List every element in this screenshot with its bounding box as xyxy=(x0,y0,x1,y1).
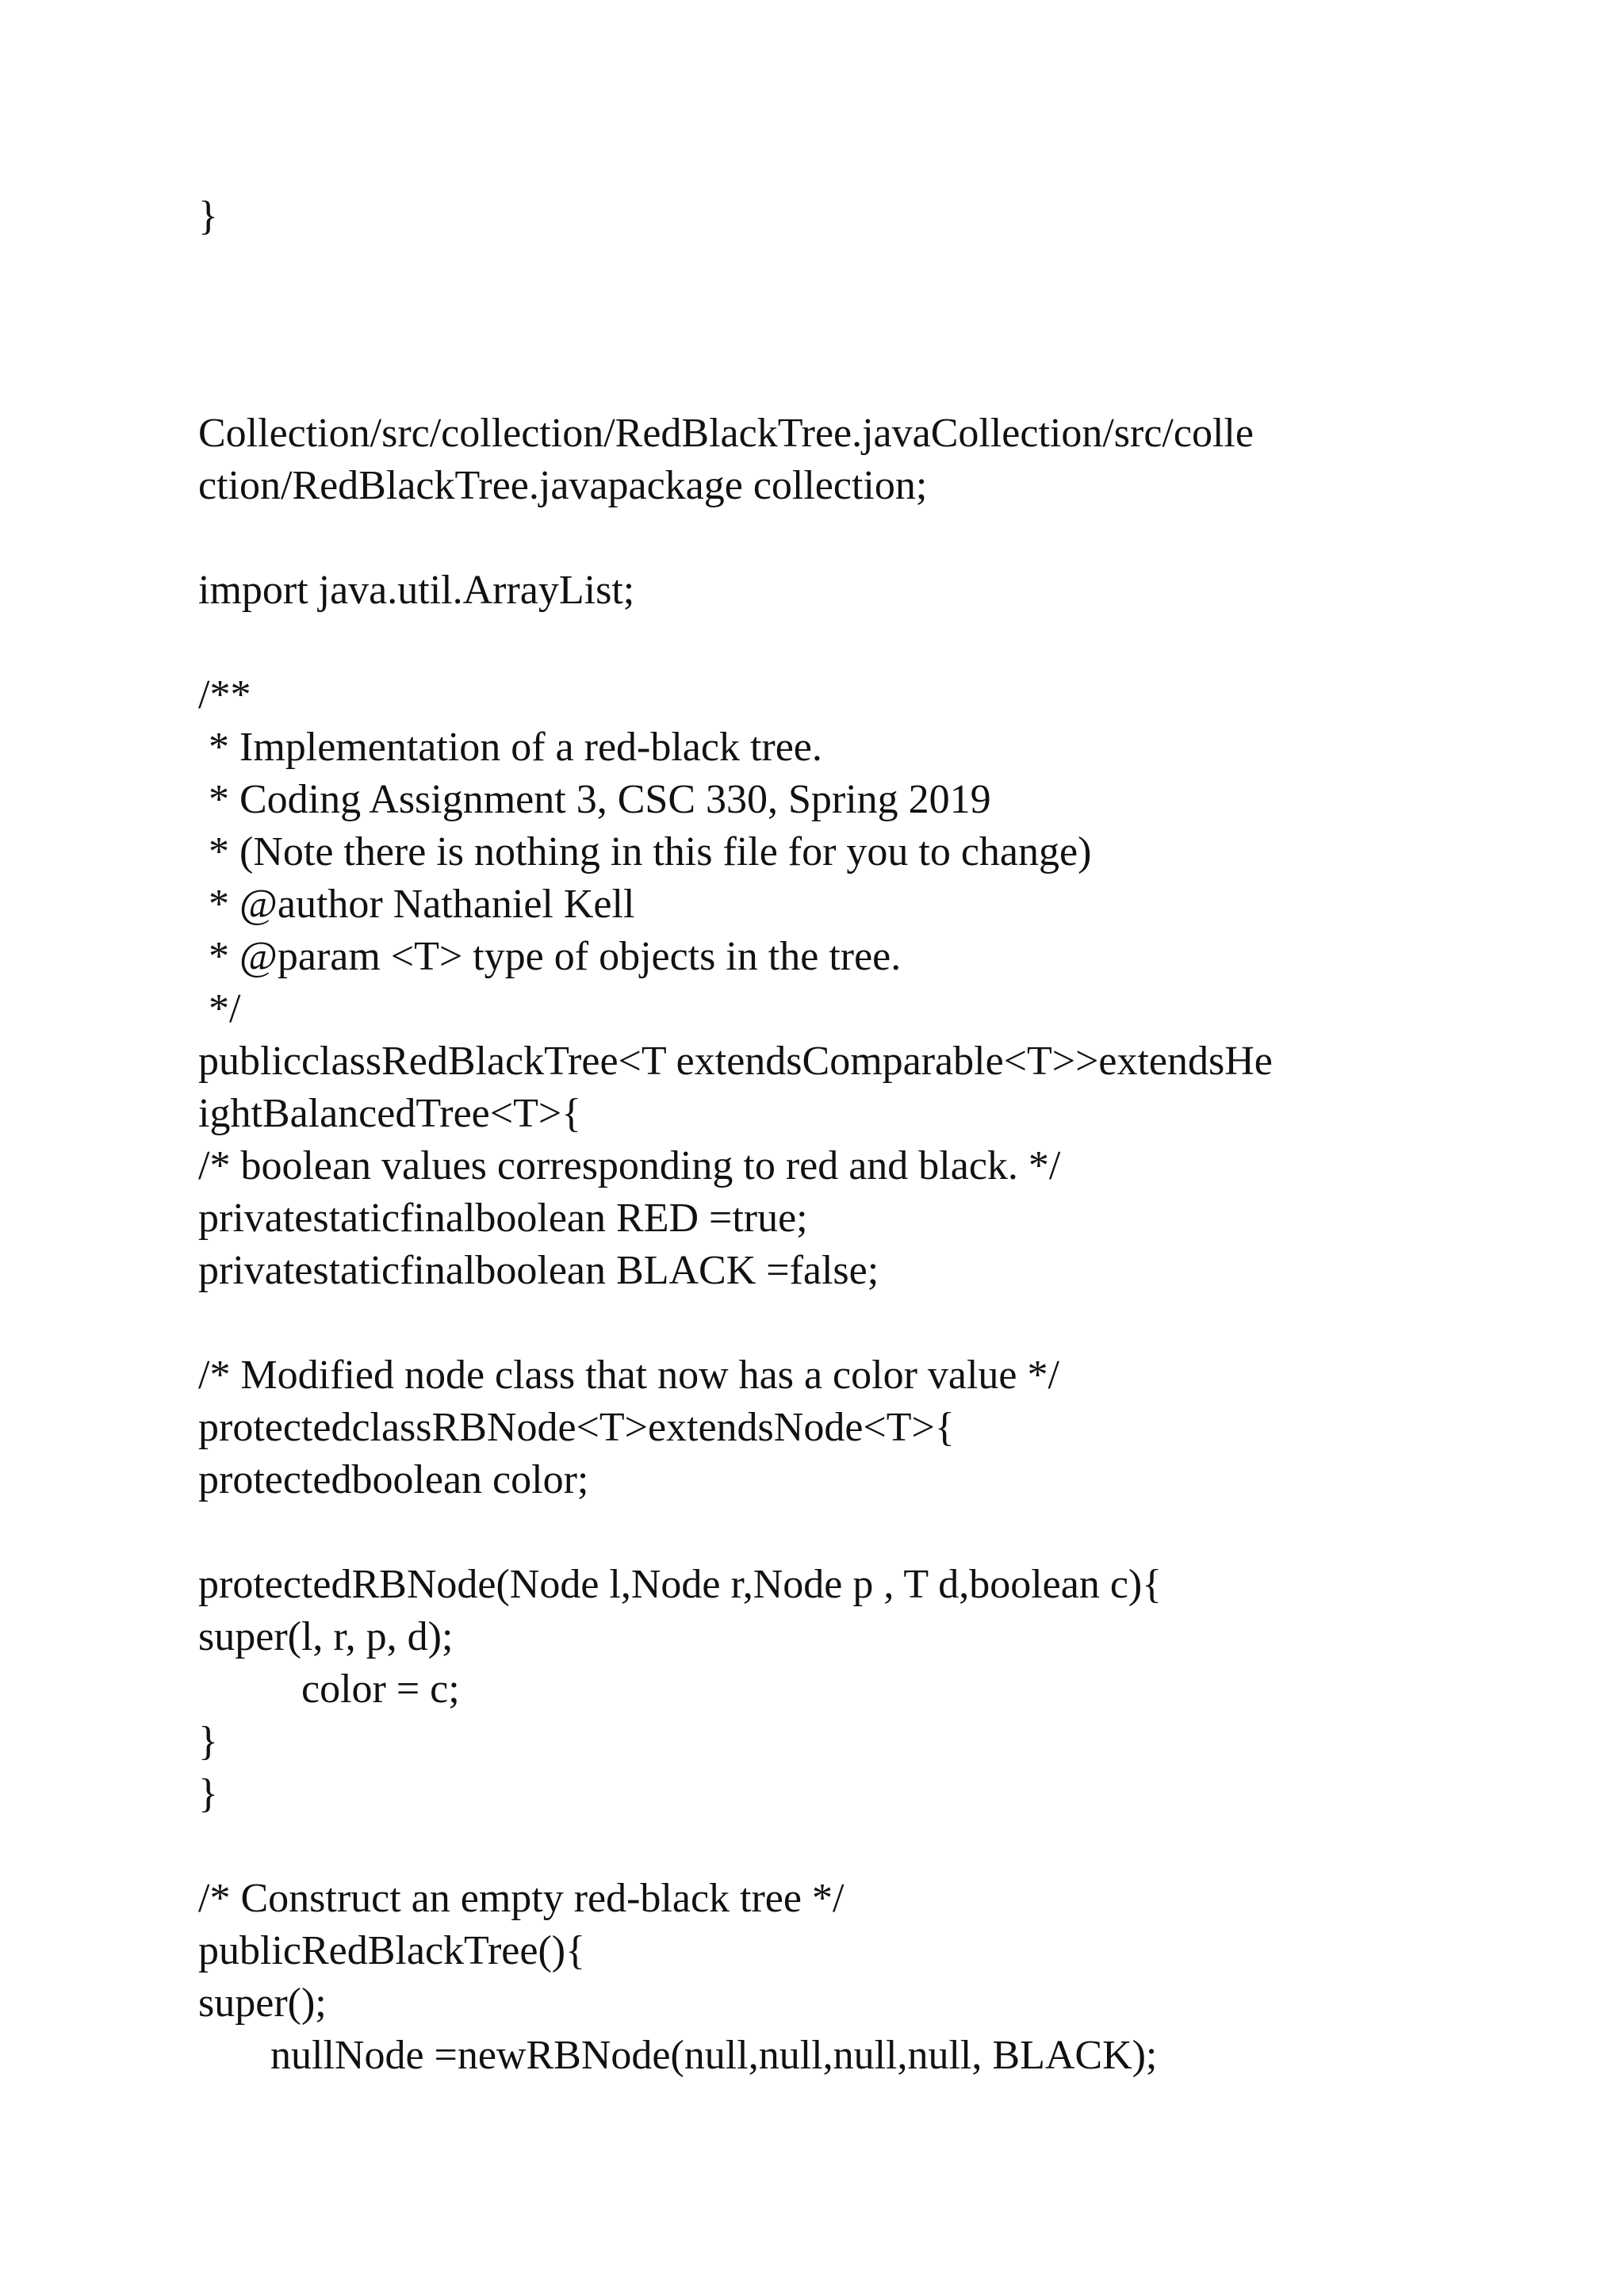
code-line: ction/RedBlackTree.javapackage collection; xyxy=(198,463,928,508)
code-line: publicclassRedBlackTree<T extendsComparable<T>>extendsHe xyxy=(198,1039,1273,1084)
code-line: import java.util.ArrayList; xyxy=(198,568,635,613)
code-line: } xyxy=(198,1771,218,1816)
code-line: */ xyxy=(198,986,241,1031)
code-line: } xyxy=(198,193,218,239)
code-line: /* boolean values corresponding to red and black. */ xyxy=(198,1143,1061,1188)
code-line: * Coding Assignment 3, CSC 330, Spring 2019 xyxy=(198,777,991,822)
code-line: * @author Nathaniel Kell xyxy=(198,882,635,927)
code-line: privatestaticfinalboolean RED =true; xyxy=(198,1196,808,1241)
code-line: ightBalancedTree<T>{ xyxy=(198,1091,582,1136)
code-line: /** xyxy=(198,672,251,718)
code-line: } xyxy=(198,1719,218,1764)
code-line: /* Modified node class that now has a color value */ xyxy=(198,1353,1059,1398)
code-line: color = c; xyxy=(198,1667,460,1712)
code-line: Collection/src/collection/RedBlackTree.javaCollection/src/colle xyxy=(198,411,1254,456)
code-line: * (Note there is nothing in this file for you to change) xyxy=(198,829,1092,874)
code-line: * @param <T> type of objects in the tree. xyxy=(198,934,902,979)
code-line: publicRedBlackTree(){ xyxy=(198,1928,586,1973)
code-line: nullNode =newRBNode(null,null,null,null, BLACK); xyxy=(198,2033,1158,2078)
code-line: protectedRBNode(Node l,Node r,Node p , T d,boolean c){ xyxy=(198,1562,1162,1607)
code-line: super(); xyxy=(198,1980,327,2026)
code-line: * Implementation of a red-black tree. xyxy=(198,725,822,770)
code-line: super(l, r, p, d); xyxy=(198,1614,454,1659)
code-line: /* Construct an empty red-black tree */ xyxy=(198,1876,845,1921)
code-line: privatestaticfinalboolean BLACK =false; xyxy=(198,1248,879,1293)
code-line: protectedclassRBNode<T>extendsNode<T>{ xyxy=(198,1405,955,1450)
code-line: protectedboolean color; xyxy=(198,1457,589,1502)
